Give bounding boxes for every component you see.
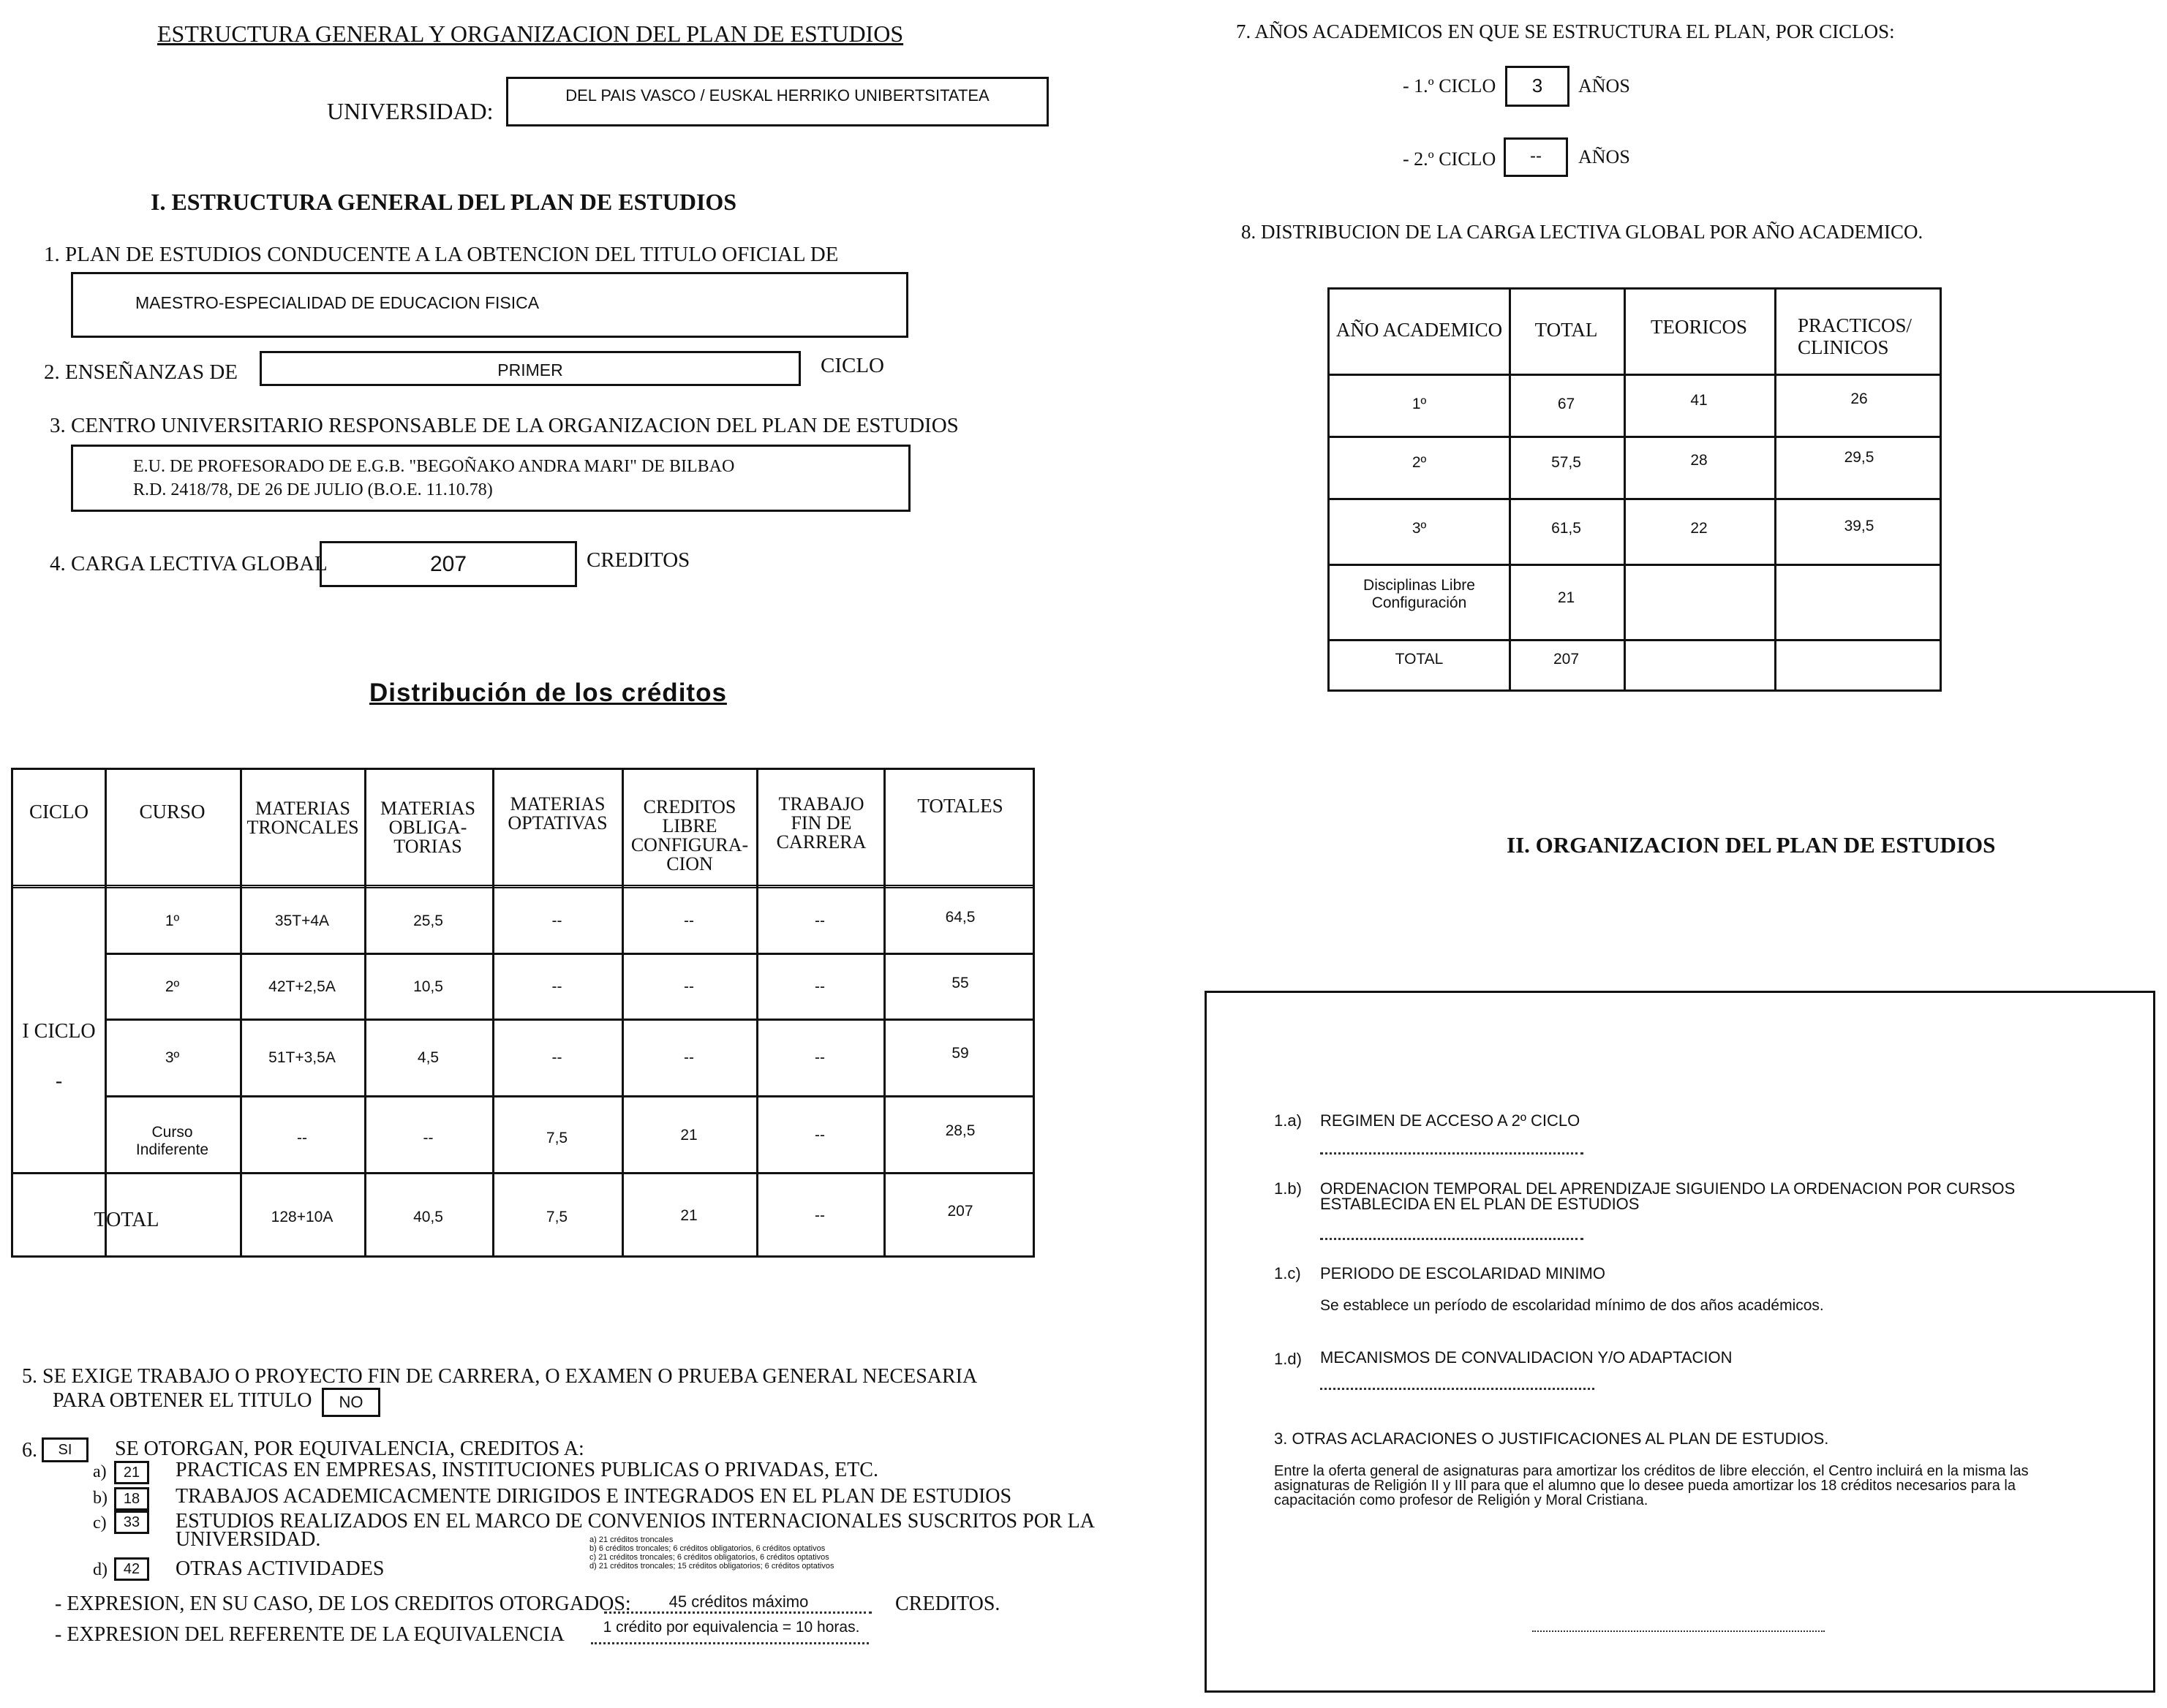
item6c-box (114, 1511, 149, 1534)
item7-title: 7. AÑOS ACADEMICOS EN QUE SE ESTRUCTURA EL PLAN, POR CICLOS: (1236, 20, 1895, 42)
expresion-label: - EXPRESION, EN SU CASO, DE LOS CREDITOS OTORGADOS: (55, 1592, 631, 1615)
dist-total-total: 207 (947, 1203, 973, 1220)
organizacion-box (1205, 991, 2155, 1693)
carga-row3-total: 61,5 (1551, 520, 1581, 537)
item1-label: 1. PLAN DE ESTUDIOS CONDUCENTE A LA OBTENCION DEL TITULO OFICIAL DE (44, 243, 839, 266)
carga-header-teoricos: TEORICOS (1650, 316, 1747, 338)
universidad-label: UNIVERSIDAD: (327, 98, 494, 124)
item6b-text: TRABAJOS ACADEMICACMENTE DIRIGIDOS E INTEGRADOS EN EL PLAN DE ESTUDIOS (176, 1485, 1012, 1508)
distribucion-title: Distribución de los créditos (369, 679, 727, 707)
item6a-value: 21 (123, 1465, 140, 1481)
item3-label: 3. CENTRO UNIVERSITARIO RESPONSABLE DE LA ORGANIZACION DEL PLAN DE ESTUDIOS (50, 414, 959, 437)
item2-label: 2. ENSEÑANZAS DE (44, 360, 238, 384)
dist-total-libre: 21 (680, 1207, 698, 1224)
dist-row2-optativas: -- (551, 978, 562, 995)
item2-field (260, 351, 801, 386)
dist-total-optativas: 7,5 (546, 1209, 568, 1225)
ciclo2-box (1504, 137, 1568, 177)
dist-header-ciclo: CICLO (29, 801, 88, 823)
carga-row4-ano: Disciplinas Libre Configuración (1363, 577, 1475, 611)
item6d-letter: d) (93, 1560, 108, 1579)
item6-note-a: a) 21 créditos troncales (589, 1535, 674, 1544)
otras-label: 3. OTRAS ACLARACIONES O JUSTIFICACIONES AL PLAN DE ESTUDIOS. (1274, 1429, 1829, 1448)
dist-row4-libre: 21 (680, 1127, 698, 1144)
dist-total-label: TOTAL (94, 1209, 159, 1231)
dist-row4-optativas: 7,5 (546, 1130, 568, 1146)
dist-row2-total: 55 (951, 975, 969, 991)
item4-field (320, 541, 577, 587)
expresion-value: 45 créditos máximo (668, 1592, 809, 1611)
ciclo2-label: - 2.º CICLO (1403, 148, 1496, 170)
dist-row2-curso: 2º (165, 978, 180, 995)
carga-row5-total: 207 (1553, 651, 1580, 668)
item4-suffix: CREDITOS (587, 548, 690, 572)
dist-row2-troncales: 42T+2,5A (268, 978, 336, 995)
item1-field (71, 272, 908, 338)
ciclo1-suffix: AÑOS (1578, 75, 1630, 97)
dist-row4-troncales: -- (297, 1130, 307, 1146)
item2-value: PRIMER (497, 360, 563, 379)
item4-value: 207 (429, 552, 467, 576)
org-d-num: 1.d) (1274, 1350, 1302, 1368)
dist-row2-obligatorias: 10,5 (413, 978, 443, 995)
item6b-box (114, 1487, 149, 1511)
distribucion-table (11, 768, 1035, 1258)
ciclo1-value: 3 (1531, 75, 1543, 97)
dist-header-curso: CURSO (139, 801, 206, 823)
item6c-text1: ESTUDIOS REALIZADOS EN EL MARCO DE CONVENIOS INTERNACIONALES SUSCRITOS POR LA (176, 1510, 1095, 1533)
universidad-field (506, 77, 1049, 126)
item3-line2: R.D. 2418/78, DE 26 DE JULIO (B.O.E. 11.10.78) (133, 480, 493, 499)
expresion-suffix: CREDITOS. (895, 1592, 1000, 1615)
dist-row4-obligatorias: -- (423, 1130, 434, 1146)
item3-field (71, 445, 911, 512)
item6a-text: PRACTICAS EN EMPRESAS, INSTITUCIONES PUBLICAS O PRIVADAS, ETC. (176, 1459, 878, 1481)
org-d-label: MECANISMOS DE CONVALIDACION Y/O ADAPTACION (1320, 1348, 1733, 1367)
dist-row3-obligatorias: 4,5 (417, 1049, 440, 1066)
carga-row3-ano: 3º (1412, 520, 1427, 537)
item5-line1: 5. SE EXIGE TRABAJO O PROYECTO FIN DE CARRERA, O EXAMEN O PRUEBA GENERAL NECESARIA (22, 1365, 978, 1388)
dist-header-obligatorias: MATERIAS OBLIGA- TORIAS (380, 798, 475, 857)
item6d-box (114, 1557, 149, 1581)
referente-dotted-line (591, 1642, 869, 1644)
otras-text1: Entre la oferta general de asignaturas para amortizar los créditos de libre elección, el Centro incluirá en la misma las (1274, 1463, 2029, 1479)
expresion-dotted-line (604, 1611, 872, 1614)
dist-header-totales: TOTALES (917, 795, 1003, 817)
item5-line2: PARA OBTENER EL TITULO (53, 1389, 312, 1412)
otras-text3: capacitación como profesor de Religión y Moral Cristiana. (1274, 1492, 1648, 1508)
ciclo2-value: -- (1530, 146, 1542, 166)
dist-total-troncales: 128+10A (271, 1209, 333, 1225)
otras-text2: asignaturas de Religión II y III para que el alumno que lo desee pueda amortizar los 18 créditos necesarios para la (1274, 1478, 2016, 1494)
org-b-dotted-line (1320, 1238, 1583, 1240)
carga-row3-teoricos: 22 (1690, 520, 1708, 537)
item1-value: MAESTRO-ESPECIALIDAD DE EDUCACION FISICA (135, 293, 540, 312)
org-a-num: 1.a) (1274, 1111, 1302, 1130)
item6c-value: 33 (123, 1514, 140, 1530)
carga-row2-teoricos: 28 (1690, 452, 1708, 469)
universidad-value: DEL PAIS VASCO / EUSKAL HERRIKO UNIBERTSITATEA (565, 86, 990, 105)
referente-value: 1 crédito por equivalencia = 10 horas. (603, 1619, 860, 1636)
carga-header-ano: AÑO ACADEMICO (1335, 319, 1503, 341)
carga-row1-teoricos: 41 (1690, 392, 1708, 409)
org-b-num: 1.b) (1274, 1179, 1302, 1198)
item6c-letter: c) (93, 1514, 107, 1533)
dist-row3-total: 59 (951, 1045, 969, 1062)
dist-row4-total: 28,5 (945, 1122, 976, 1139)
org-d-dotted-line (1320, 1388, 1594, 1390)
dist-row3-optativas: -- (551, 1049, 562, 1066)
carga-header-practicos: PRACTICOS/ CLINICOS (1798, 314, 1912, 358)
org-c-label: PERIODO DE ESCOLARIDAD MINIMO (1320, 1264, 1605, 1282)
item6-note-b: b) 6 créditos troncales; 6 créditos obligatorios, 6 créditos optativos (589, 1544, 826, 1553)
ciclo1-box (1505, 66, 1569, 107)
dist-row1-troncales: 35T+4A (274, 912, 330, 929)
dist-row4-trabajo: -- (815, 1127, 825, 1144)
item3-line1: E.U. DE PROFESORADO DE E.G.B. "BEGOÑAKO ANDRA MARI" DE BILBAO (133, 457, 735, 476)
org-a-dotted-line (1320, 1152, 1583, 1155)
org-b-label2: ESTABLECIDA EN EL PLAN DE ESTUDIOS (1320, 1195, 1640, 1213)
item2-suffix: CICLO (821, 354, 884, 377)
dist-row1-obligatorias: 25,5 (413, 912, 443, 929)
document-title: ESTRUCTURA GENERAL Y ORGANIZACION DEL PLAN DE ESTUDIOS (157, 20, 904, 47)
dist-ciclo-mark: - (55, 1070, 63, 1092)
ciclo2-suffix: AÑOS (1578, 146, 1630, 167)
dist-header-optativas: MATERIAS OPTATIVAS (508, 793, 608, 834)
org-c-text: Se establece un período de escolaridad mínimo de dos años académicos. (1320, 1297, 1824, 1314)
carga-row2-ano: 2º (1412, 454, 1427, 471)
carga-row4-total: 21 (1557, 589, 1575, 606)
referente-label: - EXPRESION DEL REFERENTE DE LA EQUIVALENCIA (55, 1623, 565, 1646)
item6d-text: OTRAS ACTIVIDADES (176, 1557, 385, 1580)
item6a-box (114, 1461, 149, 1484)
item6d-value: 42 (123, 1561, 140, 1577)
dist-total-trabajo: -- (815, 1207, 825, 1224)
item6-notes (589, 1535, 970, 1571)
item6a-letter: a) (93, 1462, 107, 1481)
carga-row2-total: 57,5 (1551, 454, 1581, 471)
carga-row1-total: 67 (1557, 396, 1575, 412)
org-c-num: 1.c) (1274, 1264, 1301, 1282)
carga-table (1327, 287, 1942, 692)
dist-total-obligatorias: 40,5 (413, 1209, 443, 1225)
dist-row3-troncales: 51T+3,5A (268, 1049, 336, 1066)
item6b-value: 18 (123, 1491, 140, 1507)
carga-row2-practicos: 29,5 (1844, 449, 1874, 466)
item4-label: 4. CARGA LECTIVA GLOBAL (50, 552, 328, 575)
item6-num: 6. (22, 1439, 37, 1462)
carga-row1-practicos: 26 (1850, 390, 1868, 407)
carga-header-total: TOTAL (1534, 319, 1598, 341)
section1-title: I. ESTRUCTURA GENERAL DEL PLAN DE ESTUDIOS (151, 189, 737, 215)
dist-row3-trabajo: -- (815, 1049, 825, 1066)
dist-row1-libre: -- (684, 912, 694, 929)
dist-row3-curso: 3º (165, 1049, 180, 1066)
item8-title: 8. DISTRIBUCION DE LA CARGA LECTIVA GLOBAL POR AÑO ACADEMICO. (1241, 221, 1923, 243)
dist-row1-total: 64,5 (945, 909, 976, 926)
item6-value-box (42, 1437, 88, 1462)
dist-ciclo-label: I CICLO (22, 1020, 96, 1043)
dist-row2-libre: -- (684, 978, 694, 995)
item5-value-box (322, 1388, 380, 1417)
dist-row1-optativas: -- (551, 912, 562, 929)
item5-value: NO (339, 1393, 363, 1411)
dist-row3-libre: -- (684, 1049, 694, 1066)
signature-dotted-line (1532, 1630, 1825, 1632)
item6c-text2: UNIVERSIDAD. (176, 1528, 321, 1551)
dist-header-trabajo: TRABAJO FIN DE CARRERA (776, 793, 867, 853)
section2-title: II. ORGANIZACION DEL PLAN DE ESTUDIOS (1507, 832, 1996, 858)
dist-row4-curso: Curso Indiferente (135, 1124, 209, 1158)
item6-note-c: c) 21 créditos troncales; 6 créditos obligatorios, 6 créditos optativos (589, 1553, 829, 1562)
carga-row5-ano: TOTAL (1395, 651, 1444, 668)
org-a-label: REGIMEN DE ACCESO A 2º CICLO (1320, 1111, 1580, 1130)
dist-row1-curso: 1º (165, 912, 180, 929)
org-b-label1: ORDENACION TEMPORAL DEL APRENDIZAJE SIGUIENDO LA ORDENACION POR CURSOS (1320, 1179, 2016, 1198)
item6b-letter: b) (93, 1489, 108, 1508)
carga-row3-practicos: 39,5 (1844, 518, 1874, 534)
item6-label: SE OTORGAN, POR EQUIVALENCIA, CREDITOS A: (115, 1437, 584, 1460)
dist-row1-trabajo: -- (815, 912, 825, 929)
ciclo1-label: - 1.º CICLO (1403, 75, 1496, 97)
dist-header-troncales: MATERIAS TRONCALES (246, 798, 359, 838)
item6-value: SI (58, 1442, 72, 1458)
item6-note-d: d) 21 créditos troncales; 15 créditos obligatorios; 6 créditos optativos (589, 1562, 834, 1571)
dist-row2-trabajo: -- (815, 978, 825, 995)
dist-header-libre: CREDITOS LIBRE CONFIGURA- CION (630, 796, 749, 874)
carga-row1-ano: 1º (1412, 396, 1427, 412)
